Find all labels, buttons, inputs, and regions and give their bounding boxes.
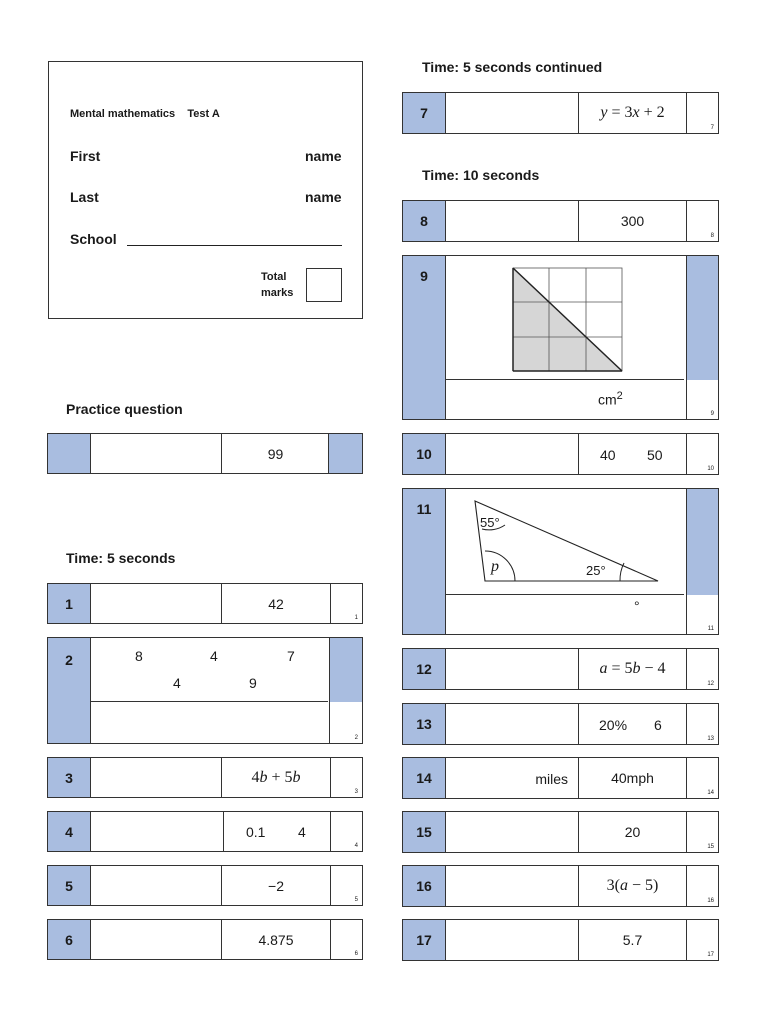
given-cell [578, 866, 686, 906]
question-row-7 [402, 92, 719, 134]
total-marks-box[interactable] [306, 268, 342, 302]
mark-box[interactable] [330, 812, 362, 851]
practice-title: Practice question [66, 401, 183, 417]
first-name-label: name [305, 148, 342, 164]
number-9: 9 [249, 675, 257, 691]
question-number: 17 [403, 920, 446, 960]
question-row-14 [402, 757, 719, 799]
mark-number: 12 [707, 681, 714, 687]
diagram-area [446, 256, 684, 380]
mark-box[interactable] [686, 920, 718, 960]
question-number: 10 [403, 434, 446, 474]
question-number: 5 [48, 866, 91, 905]
practice-mark-cell [328, 434, 362, 473]
equation: a = 5 b − 4 [599, 660, 666, 677]
last-name-label: name [305, 189, 342, 205]
equation: y = 3 x + 2 [600, 104, 665, 121]
school-field-line[interactable] [127, 245, 342, 246]
mark-box[interactable] [686, 93, 718, 133]
shaded-mark-area [687, 489, 718, 595]
question-number: 2 [48, 638, 91, 743]
mark-box[interactable] [686, 201, 718, 241]
question-row-16 [402, 865, 719, 907]
mark-box[interactable] [330, 866, 362, 905]
value-a: 20% [599, 717, 628, 733]
time-5-title: Time: 5 seconds [66, 550, 176, 566]
expression: 4 b + 5 b [251, 768, 301, 786]
question-number: 1 [48, 584, 91, 623]
mark-number: 10 [707, 466, 714, 472]
given-cell [221, 584, 330, 623]
shaded-mark-area [330, 638, 362, 702]
practice-answer-cell [221, 434, 329, 473]
practice-row [47, 433, 363, 474]
question-number: 6 [48, 920, 91, 959]
mark-box[interactable] [686, 866, 718, 906]
question-row-15 [402, 811, 719, 853]
mark-number: 7 [710, 125, 714, 131]
given-cell [578, 201, 686, 241]
mark-number: 15 [707, 844, 714, 850]
mark-number: 16 [707, 898, 714, 904]
degree-symbol: ° [634, 598, 640, 614]
given-value: 300 [620, 213, 645, 229]
given-cell [578, 812, 686, 852]
answer-space[interactable] [446, 758, 578, 798]
value-a: 0.1 [246, 824, 266, 840]
angle-p-label: p [491, 558, 499, 575]
given-cell [578, 649, 686, 689]
question-number: 12 [403, 649, 446, 689]
mark-box[interactable] [330, 920, 362, 959]
mark-number: 9 [710, 411, 714, 417]
question-row-9 [402, 255, 719, 420]
question-number: 16 [403, 866, 446, 906]
question-row-1 [47, 583, 363, 624]
given-value: 4.875 [258, 931, 294, 948]
miles-label: miles [535, 771, 568, 787]
question-row-10 [402, 433, 719, 475]
test-title: Mental mathematics Test A [70, 108, 220, 120]
question-row-13 [402, 703, 719, 745]
triangle [475, 501, 658, 581]
value-b: 4 [298, 824, 306, 840]
given-value: 20 [624, 824, 641, 840]
given-cell [578, 758, 686, 798]
last-label: Last [70, 189, 99, 205]
question-number: 9 [403, 256, 446, 419]
value-b: 50 [647, 447, 663, 463]
question-number: 15 [403, 812, 446, 852]
question-number: 8 [403, 201, 446, 241]
triangle-diagram [446, 489, 685, 595]
given-cell [223, 812, 330, 851]
question-row-12 [402, 648, 719, 690]
question-row-5 [47, 865, 363, 906]
question-row-8 [402, 200, 719, 242]
angle-arc-p [485, 551, 515, 581]
grid-triangle-diagram [446, 256, 685, 380]
mark-number: 5 [354, 897, 358, 903]
mark-number: 13 [707, 736, 714, 742]
practice-num-cell [48, 434, 91, 473]
shaded-mark-area [687, 256, 718, 380]
given-value: 5.7 [622, 932, 643, 948]
speed-value: 40 mph [611, 770, 654, 786]
number-8: 8 [135, 648, 143, 664]
angle-25-label: 25° [586, 563, 606, 578]
question-row-6 [47, 919, 363, 960]
practice-answer: 99 [267, 445, 284, 462]
mark-number: 4 [354, 843, 358, 849]
time-10-title: Time: 10 seconds [422, 167, 540, 183]
angle-55-label: 55° [480, 515, 500, 530]
mark-box[interactable] [686, 758, 718, 798]
question-number: 11 [403, 489, 446, 634]
total-label: Total [261, 271, 287, 283]
given-cell [221, 866, 330, 905]
mark-number: 8 [710, 233, 714, 239]
time-5-continued-title: Time: 5 seconds continued [422, 59, 603, 75]
given-cell [578, 920, 686, 960]
answer-space[interactable] [91, 702, 328, 743]
mark-box[interactable] [686, 434, 718, 474]
question-row-4 [47, 811, 363, 852]
question-text-area [91, 638, 328, 702]
mark-number: 11 [707, 626, 714, 632]
question-number: 4 [48, 812, 91, 851]
given-cell [221, 758, 330, 797]
mark-box[interactable] [686, 489, 718, 634]
marks-label: marks [261, 287, 294, 299]
value-a: 40 [600, 447, 616, 463]
expression: 3( a − 5) [606, 877, 659, 894]
question-number: 14 [403, 758, 446, 798]
question-row-17 [402, 919, 719, 961]
given-value: 42 [268, 595, 284, 612]
diagram-area [446, 489, 684, 595]
mark-box[interactable] [686, 704, 718, 744]
number-4a: 4 [210, 648, 218, 664]
number-4b: 4 [173, 675, 181, 691]
mark-box[interactable] [686, 649, 718, 689]
question-row-11 [402, 488, 719, 635]
mark-box[interactable] [330, 758, 362, 797]
mark-number: 17 [707, 952, 714, 958]
given-cell [221, 920, 330, 959]
question-number: 3 [48, 758, 91, 797]
mark-box[interactable] [329, 638, 362, 743]
mark-number: 2 [354, 735, 358, 741]
question-number: 7 [403, 93, 446, 133]
given-value: −2 [268, 877, 284, 894]
mark-number: 3 [354, 789, 358, 795]
mark-box[interactable] [686, 256, 718, 419]
value-b: 6 [654, 717, 662, 733]
unit-label: $cm^2$ [598, 390, 623, 408]
mark-box[interactable] [686, 812, 718, 852]
number-7: 7 [287, 648, 295, 664]
question-number: 13 [403, 704, 446, 744]
question-row-2 [47, 637, 363, 744]
mark-box[interactable] [330, 584, 362, 623]
given-cell [578, 434, 686, 474]
mark-number: 14 [707, 790, 714, 796]
mark-number: 1 [354, 615, 358, 621]
question-row-3 [47, 757, 363, 798]
given-cell [578, 93, 686, 133]
first-label: First [70, 148, 101, 164]
school-label: School [70, 231, 117, 247]
given-cell [578, 704, 686, 744]
mark-number: 6 [354, 951, 358, 957]
